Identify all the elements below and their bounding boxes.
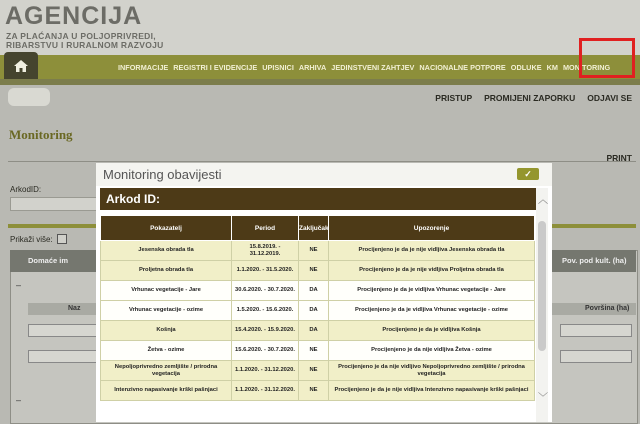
table-row bbox=[101, 301, 535, 321]
modal-scrollbar-thumb[interactable] bbox=[538, 221, 546, 351]
cell-upozorenje: Procijenjeno je da je vidljiva Košnja bbox=[329, 321, 535, 341]
cell-period: 30.6.2020. - 30.7.2020. bbox=[232, 281, 299, 301]
modal-close-button[interactable] bbox=[517, 168, 539, 180]
cell-period: 15.8.2019. - 31.12.2019. bbox=[232, 241, 299, 261]
cell-pokazatelj: Žetva - ozime bbox=[101, 341, 232, 361]
link-odjavi-se[interactable]: ODJAVI SE bbox=[587, 93, 632, 103]
blank-button[interactable] bbox=[8, 88, 50, 106]
cell-pokazatelj: Proljetna obrada tla bbox=[101, 261, 232, 281]
table-row bbox=[101, 261, 535, 281]
cell-zakljucak: NE bbox=[299, 381, 329, 401]
cell-zakljucak: DA bbox=[299, 321, 329, 341]
nav-item-registri[interactable]: REGISTRI I EVIDENCIJE bbox=[173, 62, 258, 72]
nav-item-jedinstveni-zahtjev[interactable]: JEDINSTVENI ZAHTJEV bbox=[331, 62, 415, 72]
print-button[interactable]: PRINT bbox=[606, 153, 632, 163]
page-title: Monitoring bbox=[9, 127, 73, 142]
collapse-icon[interactable]: – bbox=[16, 395, 22, 405]
table-row bbox=[101, 361, 535, 381]
cell-period: 1.1.2020. - 31.5.2020. bbox=[232, 261, 299, 281]
cell-upozorenje: Procijenjeno je da nije vidljiva Žetva - ozime bbox=[329, 341, 535, 361]
cell-pokazatelj: Nepoljoprivredno zemljište / prirodna vegetacija bbox=[101, 361, 232, 381]
show-more-checkbox[interactable] bbox=[57, 234, 67, 244]
monitoring-highlight-box bbox=[579, 38, 635, 78]
scroll-down-icon[interactable]: ﹀ bbox=[538, 393, 548, 404]
cell-upozorenje: Procijenjeno je da je nije vidljiva Jesenska obrada tla bbox=[329, 241, 535, 261]
cell-period: 15.4.2020. - 15.9.2020. bbox=[232, 321, 299, 341]
table-row bbox=[101, 281, 535, 301]
cell-zakljucak: NE bbox=[299, 361, 329, 381]
cell-period: 15.6.2020. - 30.7.2020. bbox=[232, 341, 299, 361]
cell-upozorenje: Procijenjeno je da nije vidljivo Nepoljoprivredno zemljište / prirodna vegetacija bbox=[329, 361, 535, 381]
monitoring-modal bbox=[96, 163, 552, 422]
cell-period: 1.1.2020. - 31.12.2020. bbox=[232, 381, 299, 401]
column-header-pokazatelj[interactable]: Pokazatelj bbox=[101, 216, 232, 241]
divider bbox=[8, 161, 636, 162]
arkod-id-input[interactable] bbox=[10, 197, 100, 211]
cell-upozorenje: Procijenjeno je da je vidljiva Vrhunac vegetacije - Jare bbox=[329, 281, 535, 301]
cell-zakljucak: DA bbox=[299, 281, 329, 301]
column-header-zakljucak[interactable]: Zaključak bbox=[299, 216, 329, 241]
cell-pokazatelj: Intenzivno napasivanje krški pašnjaci bbox=[101, 381, 232, 401]
cell-upozorenje: Procijenjeno je da je vidljiva Vrhunac vegetacije - ozime bbox=[329, 301, 535, 321]
logo-title[interactable]: AGENCIJA bbox=[5, 2, 143, 30]
logo-subtitle-1: ZA PLAĆANJA U POLJOPRIVREDI, bbox=[6, 31, 156, 41]
background-cell bbox=[560, 350, 632, 363]
show-more-label: Prikaži više: bbox=[10, 235, 53, 244]
cell-zakljucak: NE bbox=[299, 241, 329, 261]
table-row bbox=[101, 321, 535, 341]
link-pristup[interactable]: PRISTUP bbox=[435, 93, 473, 103]
arkod-id-label: ArkodID: bbox=[10, 185, 42, 194]
cell-period: 1.1.2020. - 31.12.2020. bbox=[232, 361, 299, 381]
cell-zakljucak: NE bbox=[299, 261, 329, 281]
logo-subtitle-2: RIBARSTVU I RURALNOM RAZVOJU bbox=[6, 40, 164, 50]
table-row bbox=[101, 381, 535, 401]
home-button[interactable] bbox=[4, 52, 38, 79]
arkod-heading-bar bbox=[100, 188, 536, 210]
background-subheader-right: Površina (ha) bbox=[585, 305, 630, 312]
collapse-icon[interactable]: – bbox=[16, 280, 22, 290]
cell-zakljucak: NE bbox=[299, 341, 329, 361]
table-row bbox=[101, 341, 535, 361]
cell-pokazatelj: Vrhunac vegetacije - ozime bbox=[101, 301, 232, 321]
cell-upozorenje: Procijenjeno je da je nije vidljiva Proljetna obrada tla bbox=[329, 261, 535, 281]
cell-period: 1.5.2020. - 15.6.2020. bbox=[232, 301, 299, 321]
cell-pokazatelj: Košnja bbox=[101, 321, 232, 341]
cell-upozorenje: Procijenjeno je da je nije vidljiva Intenzivno napasivanje krški pašnjaci bbox=[329, 381, 535, 401]
cell-pokazatelj: Jesenska obrada tla bbox=[101, 241, 232, 261]
nav-underline bbox=[0, 79, 640, 85]
column-header-period[interactable]: Period bbox=[232, 216, 299, 241]
background-header-right: Pov. pod kult. (ha) bbox=[562, 256, 627, 265]
nav-menu bbox=[118, 55, 610, 79]
modal-titlebar bbox=[96, 163, 552, 186]
background-subheader-left: Naz bbox=[68, 305, 81, 312]
background-cell bbox=[560, 324, 632, 337]
cell-zakljucak: DA bbox=[299, 301, 329, 321]
column-header-upozorenje[interactable]: Upozorenje bbox=[329, 216, 535, 241]
check-icon: ✓ bbox=[524, 168, 532, 179]
nav-item-nacionalne-potpore[interactable]: NACIONALNE POTPORE bbox=[419, 62, 506, 72]
nav-item-upisnici[interactable]: UPISNICI bbox=[262, 62, 294, 72]
background-header-left: Domaće im bbox=[28, 256, 69, 265]
nav-item-arhiva[interactable]: ARHIVA bbox=[298, 62, 327, 72]
home-icon bbox=[14, 60, 28, 72]
cell-pokazatelj: Vrhunac vegetacije - Jare bbox=[101, 281, 232, 301]
nav-item-km[interactable]: KM bbox=[546, 62, 558, 72]
monitoring-table bbox=[100, 215, 535, 401]
scroll-up-icon[interactable]: ︿ bbox=[538, 195, 548, 206]
arkod-heading: Arkod ID: bbox=[106, 192, 160, 206]
nav-item-monitoring[interactable]: MONITORING bbox=[562, 62, 611, 72]
nav-item-odluke[interactable]: ODLUKE bbox=[510, 62, 542, 72]
nav-item-informacije[interactable]: INFORMACIJE bbox=[118, 62, 169, 72]
link-promijeni-zaporku[interactable]: PROMIJENI ZAPORKU bbox=[484, 93, 576, 103]
modal-title: Monitoring obavijesti bbox=[103, 167, 222, 182]
user-links bbox=[435, 93, 632, 103]
table-row bbox=[101, 241, 535, 261]
